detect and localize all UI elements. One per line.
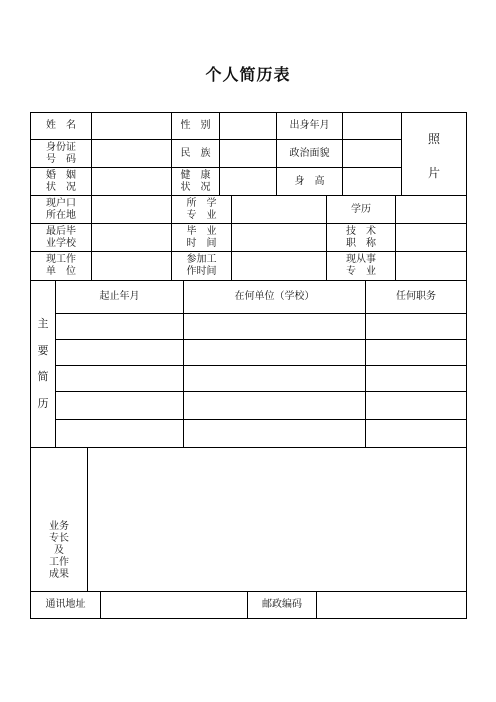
id-number-label: 身份证 号 码	[30, 139, 92, 168]
workplace-field[interactable]	[91, 251, 172, 281]
political-field[interactable]	[342, 139, 402, 168]
current-major-label: 现从事 专 业	[326, 251, 396, 281]
name-field[interactable]	[91, 112, 172, 140]
position-header: 任何职务	[365, 280, 467, 314]
marital-field[interactable]	[91, 167, 172, 196]
resume-unit-cell[interactable]	[183, 419, 366, 448]
page-title: 个人简历表	[205, 65, 291, 84]
birth-field[interactable]	[342, 112, 402, 140]
ethnic-label: 民 族	[171, 139, 220, 168]
name-label: 姓 名	[30, 112, 92, 140]
resume-section-label: 主 要 简 历	[30, 280, 56, 448]
major-label: 所 学 专 业	[171, 195, 232, 224]
resume-period-cell[interactable]	[55, 313, 184, 340]
tech-title-field[interactable]	[395, 223, 467, 252]
resume-position-cell[interactable]	[365, 313, 467, 340]
postcode-label: 邮政编码	[247, 591, 317, 619]
graduation-time-label: 毕 业 时 间	[171, 223, 232, 252]
health-label: 健 康 状 况	[171, 167, 220, 196]
tech-title-label: 技 术 职 称	[326, 223, 396, 252]
resume-period-cell[interactable]	[55, 339, 184, 366]
gender-field[interactable]	[219, 112, 277, 140]
work-start-field[interactable]	[231, 251, 327, 281]
resume-position-cell[interactable]	[365, 339, 467, 366]
resume-unit-cell[interactable]	[183, 313, 366, 340]
birth-label: 出身年月	[276, 112, 343, 140]
gender-label: 性 别	[171, 112, 220, 140]
work-start-label: 参加工 作时间	[171, 251, 232, 281]
health-field[interactable]	[219, 167, 277, 196]
political-label: 政治面貌	[276, 139, 343, 168]
resume-unit-cell[interactable]	[183, 339, 366, 366]
resume-position-cell[interactable]	[365, 419, 467, 448]
address-label: 通讯地址	[30, 591, 101, 619]
ethnic-field[interactable]	[219, 139, 277, 168]
id-number-field[interactable]	[91, 139, 172, 168]
resume-position-cell[interactable]	[365, 391, 467, 420]
resume-unit-cell[interactable]	[183, 365, 366, 392]
graduation-time-field[interactable]	[231, 223, 327, 252]
address-field[interactable]	[100, 591, 248, 619]
resume-unit-cell[interactable]	[183, 391, 366, 420]
skills-field[interactable]	[87, 447, 467, 592]
education-label: 学历	[326, 195, 396, 224]
resume-period-cell[interactable]	[55, 365, 184, 392]
resume-period-cell[interactable]	[55, 391, 184, 420]
school-label: 最后毕 业学校	[30, 223, 92, 252]
period-header: 起止年月	[55, 280, 184, 314]
unit-header: 在何单位（学校）	[183, 280, 366, 314]
major-field[interactable]	[231, 195, 327, 224]
resume-position-cell[interactable]	[365, 365, 467, 392]
height-field[interactable]	[342, 167, 402, 196]
skills-label: 业务 专长 及 工作 成果	[30, 447, 88, 592]
current-major-field[interactable]	[395, 251, 467, 281]
resume-period-cell[interactable]	[55, 419, 184, 448]
height-label: 身 高	[276, 167, 343, 196]
school-field[interactable]	[91, 223, 172, 252]
workplace-label: 现工作 单 位	[30, 251, 92, 281]
marital-label: 婚 姻 状 况	[30, 167, 92, 196]
hukou-label: 现户口 所在地	[30, 195, 92, 224]
postcode-field[interactable]	[316, 591, 467, 619]
education-field[interactable]	[395, 195, 467, 224]
photo-box[interactable]: 照 片	[401, 112, 467, 196]
hukou-field[interactable]	[91, 195, 172, 224]
